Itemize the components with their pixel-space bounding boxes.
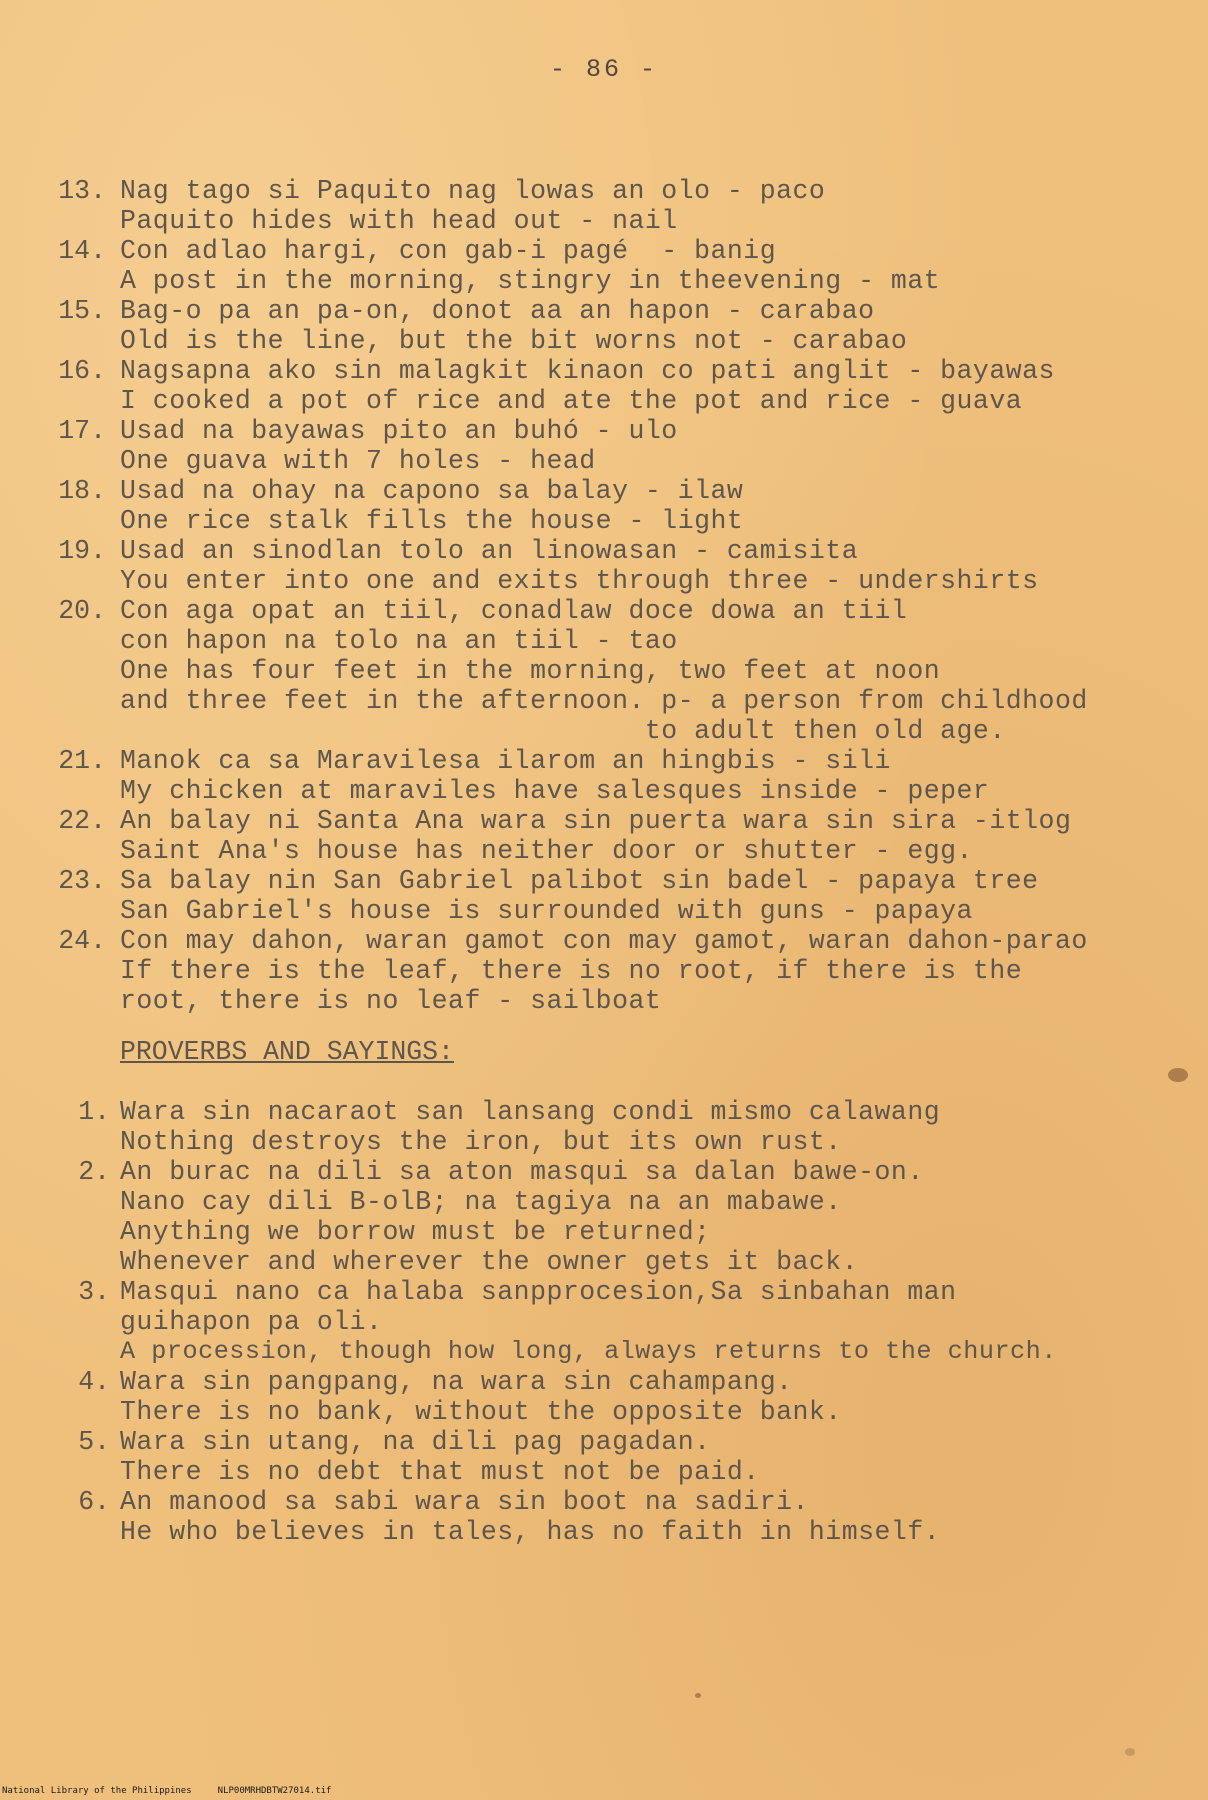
proverb-line: A procession, though how long, always returns to the church. bbox=[120, 1337, 1057, 1366]
ink-stain bbox=[1168, 1068, 1188, 1082]
riddle-number: 21. bbox=[58, 746, 106, 776]
proverb-line: Wara sin utang, na dili pag pagadan. bbox=[120, 1427, 711, 1457]
riddle-line: One rice stalk fills the house - light bbox=[120, 506, 744, 536]
proverb-line: Anything we borrow must be returned; bbox=[120, 1217, 711, 1247]
riddle-line: One has four feet in the morning, two feet at noon bbox=[120, 656, 941, 686]
riddle-line: I cooked a pot of rice and ate the pot and rice - guava bbox=[120, 386, 1023, 416]
riddle-line: Nag tago si Paquito nag lowas an olo - paco bbox=[120, 176, 826, 206]
proverb-line: He who believes in tales, has no faith in himself. bbox=[120, 1517, 941, 1547]
riddle-line: Con may dahon, waran gamot con may gamot, waran dahon-parao bbox=[120, 926, 1088, 956]
riddle-line: An balay ni Santa Ana wara sin puerta wara sin sira -itlog bbox=[120, 806, 1072, 836]
riddle-number: 14. bbox=[58, 236, 106, 266]
riddle-number: 16. bbox=[58, 356, 106, 386]
riddle-number: 20. bbox=[58, 596, 106, 626]
riddle-line: You enter into one and exits through three - undershirts bbox=[120, 566, 1039, 596]
riddle-line: Saint Ana's house has neither door or shutter - egg. bbox=[120, 836, 973, 866]
riddle-line: Con adlao hargi, con gab-i pagé - banig bbox=[120, 236, 777, 266]
proverbs-heading: PROVERBS AND SAYINGS: bbox=[120, 1037, 454, 1067]
scan-footer bbox=[2, 1786, 357, 1796]
riddle-line: Paquito hides with head out - nail bbox=[120, 206, 678, 236]
riddle-line: Usad an sinodlan tolo an linowasan - camisita bbox=[120, 536, 859, 566]
proverb-line: An burac na dili sa aton masqui sa dalan bawe-on. bbox=[120, 1157, 924, 1187]
page-number: - 86 - bbox=[549, 55, 658, 84]
riddle-line: If there is the leaf, there is no root, if there is the bbox=[120, 956, 1023, 986]
riddle-number: 13. bbox=[58, 176, 106, 206]
file-name: NLP00MRHDBTW27014.tif bbox=[217, 1786, 332, 1796]
riddle-line: Bag-o pa an pa-on, donot aa an hapon - carabao bbox=[120, 296, 875, 326]
riddle-line: One guava with 7 holes - head bbox=[120, 446, 596, 476]
riddle-line: Usad na ohay na capono sa balay - ilaw bbox=[120, 476, 744, 506]
riddle-line: Usad na bayawas pito an buhó - ulo bbox=[120, 416, 678, 446]
riddle-line: Old is the line, but the bit worns not - carabao bbox=[120, 326, 908, 356]
riddle-line: to adult then old age. bbox=[120, 716, 1006, 746]
riddle-line: Manok ca sa Maravilesa ilarom an hingbis - sili bbox=[120, 746, 891, 776]
riddle-line: San Gabriel's house is surrounded with guns - papaya bbox=[120, 896, 973, 926]
proverb-line: Wara sin nacaraot san lansang condi mismo calawang bbox=[120, 1097, 941, 1127]
proverb-line: Wara sin pangpang, na wara sin cahampang. bbox=[120, 1367, 793, 1397]
riddle-number: 23. bbox=[58, 866, 106, 896]
library-name: National Library of the Philippines bbox=[2, 1786, 192, 1796]
riddle-number: 24. bbox=[58, 926, 106, 956]
proverb-number: 3. bbox=[78, 1277, 110, 1307]
proverb-number: 5. bbox=[78, 1427, 110, 1457]
proverb-line: Masqui nano ca halaba sanpprocesion,Sa sinbahan man bbox=[120, 1277, 957, 1307]
riddle-line: con hapon na tolo na an tiil - tao bbox=[120, 626, 678, 656]
proverb-line: There is no debt that must not be paid. bbox=[120, 1457, 760, 1487]
riddle-line: A post in the morning, stingry in theevening - mat bbox=[120, 266, 941, 296]
proverb-number: 2. bbox=[78, 1157, 110, 1187]
proverb-number: 4. bbox=[78, 1367, 110, 1397]
riddle-line: Nagsapna ako sin malagkit kinaon co pati anglit - bayawas bbox=[120, 356, 1055, 386]
proverb-line: Nano cay dili B-olB; na tagiya na an mabawe. bbox=[120, 1187, 842, 1217]
ink-dot bbox=[695, 1693, 701, 1698]
ink-dot bbox=[1125, 1748, 1135, 1756]
riddle-line: root, there is no leaf - sailboat bbox=[120, 986, 662, 1016]
riddle-number: 22. bbox=[58, 806, 106, 836]
riddle-line: My chicken at maraviles have salesques inside - peper bbox=[120, 776, 990, 806]
proverb-number: 6. bbox=[78, 1487, 110, 1517]
riddle-number: 19. bbox=[58, 536, 106, 566]
proverb-line: guihapon pa oli. bbox=[120, 1307, 383, 1337]
riddle-number: 17. bbox=[58, 416, 106, 446]
riddle-line: Sa balay nin San Gabriel palibot sin badel - papaya tree bbox=[120, 866, 1039, 896]
proverb-number: 1. bbox=[78, 1097, 110, 1127]
proverb-line: An manood sa sabi wara sin boot na sadiri. bbox=[120, 1487, 809, 1517]
riddle-number: 18. bbox=[58, 476, 106, 506]
riddle-line: Con aga opat an tiil, conadlaw doce dowa an tiil bbox=[120, 596, 908, 626]
riddle-line: and three feet in the afternoon. p- a person from childhood bbox=[120, 686, 1088, 716]
proverb-line: Nothing destroys the iron, but its own rust. bbox=[120, 1127, 842, 1157]
riddle-number: 15. bbox=[58, 296, 106, 326]
proverb-line: There is no bank, without the opposite bank. bbox=[120, 1397, 842, 1427]
proverb-line: Whenever and wherever the owner gets it back. bbox=[120, 1247, 859, 1277]
